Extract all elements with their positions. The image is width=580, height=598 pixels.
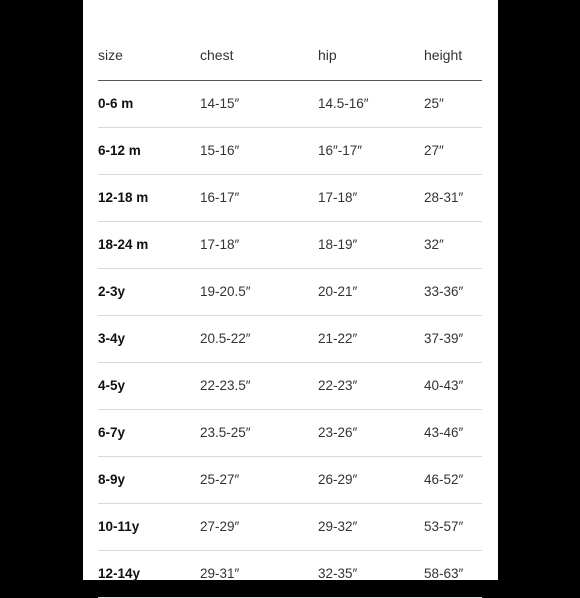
size-cell: 12-18 m [98,174,200,221]
chest-cell: 15-16″ [200,127,318,174]
height-cell: 58-63″ [424,550,482,597]
size-cell: 8-9y [98,456,200,503]
table-row [98,268,482,315]
header-height: height [424,0,482,80]
chest-cell: 19-20.5″ [200,268,318,315]
header-size: size [98,0,200,80]
table-row [98,362,482,409]
table-row [98,127,482,174]
hip-cell: 14.5-16″ [318,80,424,127]
size-cell: 18-24 m [98,221,200,268]
hip-cell: 18-19″ [318,221,424,268]
chest-cell: 14-15″ [200,80,318,127]
chest-cell: 25-27″ [200,456,318,503]
chest-cell: 29-31″ [200,550,318,597]
height-cell: 40-43″ [424,362,482,409]
header-row [98,0,482,80]
table-row [98,503,482,550]
chest-cell: 17-18″ [200,221,318,268]
chest-cell: 23.5-25″ [200,409,318,456]
size-cell: 12-14y [98,550,200,597]
height-cell: 28-31″ [424,174,482,221]
size-cell: 3-4y [98,315,200,362]
size-chart-panel [83,0,498,580]
hip-cell: 32-35″ [318,550,424,597]
hip-cell: 20-21″ [318,268,424,315]
table-row [98,80,482,127]
height-cell: 32″ [424,221,482,268]
hip-cell: 23-26″ [318,409,424,456]
table-row [98,409,482,456]
chest-cell: 27-29″ [200,503,318,550]
height-cell: 43-46″ [424,409,482,456]
hip-cell: 26-29″ [318,456,424,503]
header-hip: hip [318,0,424,80]
table-row [98,456,482,503]
hip-cell: 16″-17″ [318,127,424,174]
hip-cell: 17-18″ [318,174,424,221]
size-chart-table [98,0,482,598]
height-cell: 46-52″ [424,456,482,503]
hip-cell: 21-22″ [318,315,424,362]
chest-cell: 22-23.5″ [200,362,318,409]
table-row [98,221,482,268]
chest-cell: 16-17″ [200,174,318,221]
size-cell: 10-11y [98,503,200,550]
header-chest: chest [200,0,318,80]
height-cell: 33-36″ [424,268,482,315]
size-cell: 2-3y [98,268,200,315]
table-row [98,315,482,362]
height-cell: 25″ [424,80,482,127]
height-cell: 27″ [424,127,482,174]
hip-cell: 22-23″ [318,362,424,409]
height-cell: 37-39″ [424,315,482,362]
size-cell: 0-6 m [98,80,200,127]
size-cell: 6-12 m [98,127,200,174]
size-cell: 6-7y [98,409,200,456]
table-row [98,550,482,597]
hip-cell: 29-32″ [318,503,424,550]
table-row [98,174,482,221]
chest-cell: 20.5-22″ [200,315,318,362]
size-cell: 4-5y [98,362,200,409]
height-cell: 53-57″ [424,503,482,550]
